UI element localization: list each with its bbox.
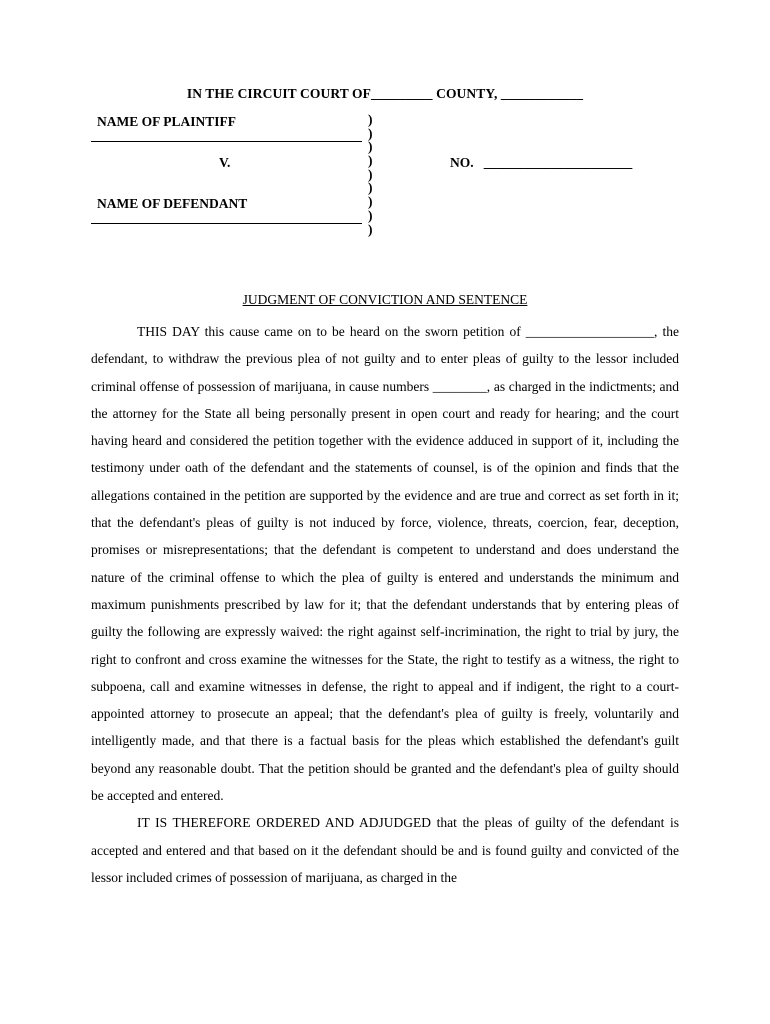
plaintiff-label: NAME OF PLAINTIFF [97,114,236,129]
paren: ) [368,125,373,141]
paren: ) [368,153,373,169]
case-number: NO. ______________________ [450,155,633,170]
paren: ) [368,207,373,223]
paren: ) [368,180,373,196]
body-paragraph: THIS DAY this cause came on to be heard on the sworn petition of ___________________, the defendant, to withdraw the previous plea of not guilty and to enter pleas of guilty to the lessor included criminal offense of possession of marijuana, in cause numbers ________, as charged in the indictments; and the attorney for the State all being personally present in open court and ready for hearing; and the court having heard and considered the petition together with the evidence adduced in support of it, including the testimony under oath of the defendant and the statements of counsel, is of the opinion and finds that the allegations contained in the petition are supported by the evidence and are true and correct as set forth in it; that the defendant's pleas of guilty is not induced by force, violence, threats, coercion, fear, deception, promises or misrepresentations; that the defendant is competent to understand and does understand the nature of the criminal offense to which the plea of guilty is entered and understands the minimum and maximum punishments prescribed by law for it; that the defendant understands that by entering pleas of guilty the following are expressly waived: the right against self-incrimination, the right to trial by jury, the right to confront and cross examine the witnesses for the State, the right to testify as a witness, the right to subpoena, call and examine witnesses in defense, the right to appeal and if indigent, the right to a court-appointed attorney to prosecute an appeal; that the defendant's plea of guilty is freely, voluntarily and intelligently made, and that there is a factual basis for the pleas which established the defendant's guilt beyond any reasonable doubt. That the petition should be granted and the defendant's plea of guilty should be accepted and entered. [91,324,679,804]
versus-label: V. [219,155,231,170]
court-heading: IN THE CIRCUIT COURT OF_________ COUNTY, ____________ [186,86,584,101]
paren: ) [368,112,373,127]
defendant-signature-line [91,223,362,224]
plaintiff-signature-line [91,141,362,142]
paren: ) [368,139,373,155]
paren: ) [368,166,373,182]
paren: ) [368,221,373,237]
defendant-label: NAME OF DEFENDANT [97,196,248,211]
caption-parentheses [368,113,373,236]
document-title: JUDGMENT OF CONVICTION AND SENTENCE [242,292,528,307]
paren: ) [368,194,373,210]
document-body [91,318,679,891]
body-paragraph: IT IS THEREFORE ORDERED AND ADJUDGED that the pleas of guilty of the defendant is accepted and entered and that based on it the defendant should be and is found guilty and convicted of the lessor included crimes of possession of marijuana, as charged in the [91,815,679,885]
